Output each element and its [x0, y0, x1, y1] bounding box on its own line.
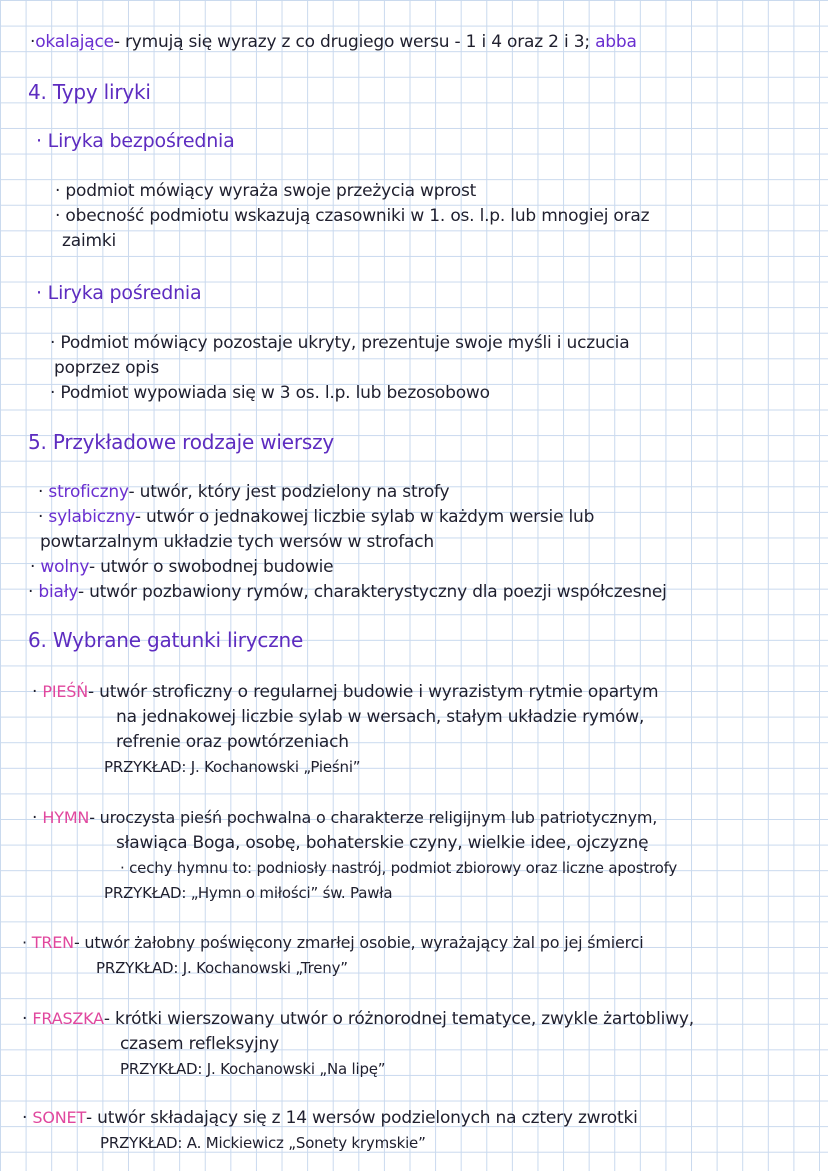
intro-line — [30, 32, 637, 52]
piesn-line-2: na jednakowej liczbie sylab w wersach, stałym układzie rymów, — [116, 707, 645, 727]
verse-type-sylabiczny: · sylabiczny- utwór o jednakowej liczbie sylab w każdym wersie lub — [38, 507, 595, 527]
direct-line-1: · podmiot mówiący wyraża swoje przeżycia wprost — [55, 181, 477, 201]
genre-name: PIEŚŃ — [42, 682, 89, 701]
direct-line-3: zaimki — [62, 231, 116, 251]
lyric-indirect-title: · Liryka pośrednia — [36, 282, 202, 304]
lyric-direct-title: · Liryka bezpośrednia — [36, 130, 235, 152]
genre-piesn: · PIEŚŃ- utwór stroficzny o regularnej budowie i wyrazistym rytmie opartym — [32, 682, 659, 702]
rhyme-scheme: abba — [595, 32, 637, 52]
verse-type-wolny: · wolny- utwór o swobodnej budowie — [30, 557, 334, 577]
hymn-example: PRZYKŁAD: „Hymn o miłości” św. Pawła — [104, 884, 393, 902]
genre-sonet: · SONET- utwór składający się z 14 wersów podzielonych na cztery zwrotki — [22, 1108, 638, 1128]
fraszka-line-2: czasem refleksyjny — [120, 1034, 279, 1054]
piesn-example: PRZYKŁAD: J. Kochanowski „Pieśni” — [104, 758, 361, 776]
indirect-line-1: · Podmiot mówiący pozostaje ukryty, prezentuje swoje myśli i uczucia — [50, 333, 630, 353]
genre-fraszka: · FRASZKA- krótki wierszowany utwór o różnorodnej tematyce, zwykle żartobliwy, — [22, 1009, 694, 1029]
tren-example: PRZYKŁAD: J. Kochanowski „Treny” — [96, 959, 348, 977]
hymn-line-3: · cechy hymnu to: podniosły nastrój, podmiot zbiorowy oraz liczne apostrofy — [120, 859, 678, 877]
intro-text: - rymują się wyrazy z co drugiego wersu - 1 i 4 oraz 2 i 3; — [113, 32, 590, 52]
genre-name: FRASZKA — [32, 1009, 104, 1028]
section-5-title: 5. Przykładowe rodzaje wierszy — [28, 430, 335, 454]
hymn-line-2: sławiąca Boga, osobę, bohaterskie czyny, wielkie idee, ojczyznę — [116, 833, 649, 853]
genre-name: HYMN — [42, 808, 90, 827]
genre-name: TREN — [31, 933, 74, 952]
genre-hymn: · HYMN- uroczysta pieśń pochwalna o charakterze religijnym lub patriotycznym, — [32, 808, 658, 828]
section-4-title: 4. Typy liryki — [28, 80, 151, 104]
genre-tren: · TREN- utwór żałobny poświęcony zmarłej osobie, wyrażający żal po jej śmierci — [22, 933, 644, 952]
indirect-line-3: · Podmiot wypowiada się w 3 os. l.p. lub bezosobowo — [50, 383, 490, 403]
section-6-title: 6. Wybrane gatunki liryczne — [28, 628, 304, 652]
bullet: · — [30, 32, 36, 52]
verse-type-sylabiczny-cont: powtarzalnym układzie tych wersów w strofach — [40, 532, 434, 552]
genre-name: SONET — [32, 1108, 87, 1127]
piesn-line-3: refrenie oraz powtórzeniach — [116, 732, 349, 752]
verse-type-bialy: · biały- utwór pozbawiony rymów, charakterystyczny dla poezji współczesnej — [28, 582, 667, 602]
sonet-example: PRZYKŁAD: A. Mickiewicz „Sonety krymskie” — [100, 1134, 426, 1152]
indirect-line-2: poprzez opis — [54, 358, 160, 378]
verse-type-stroficzny: · stroficzny- utwór, który jest podzielony na strofy — [38, 482, 450, 502]
direct-line-2: · obecność podmiotu wskazują czasowniki w 1. os. l.p. lub mnogiej oraz — [55, 206, 650, 226]
fraszka-example: PRZYKŁAD: J. Kochanowski „Na lipę” — [120, 1060, 386, 1078]
term-okalajace: okalające — [35, 32, 114, 52]
